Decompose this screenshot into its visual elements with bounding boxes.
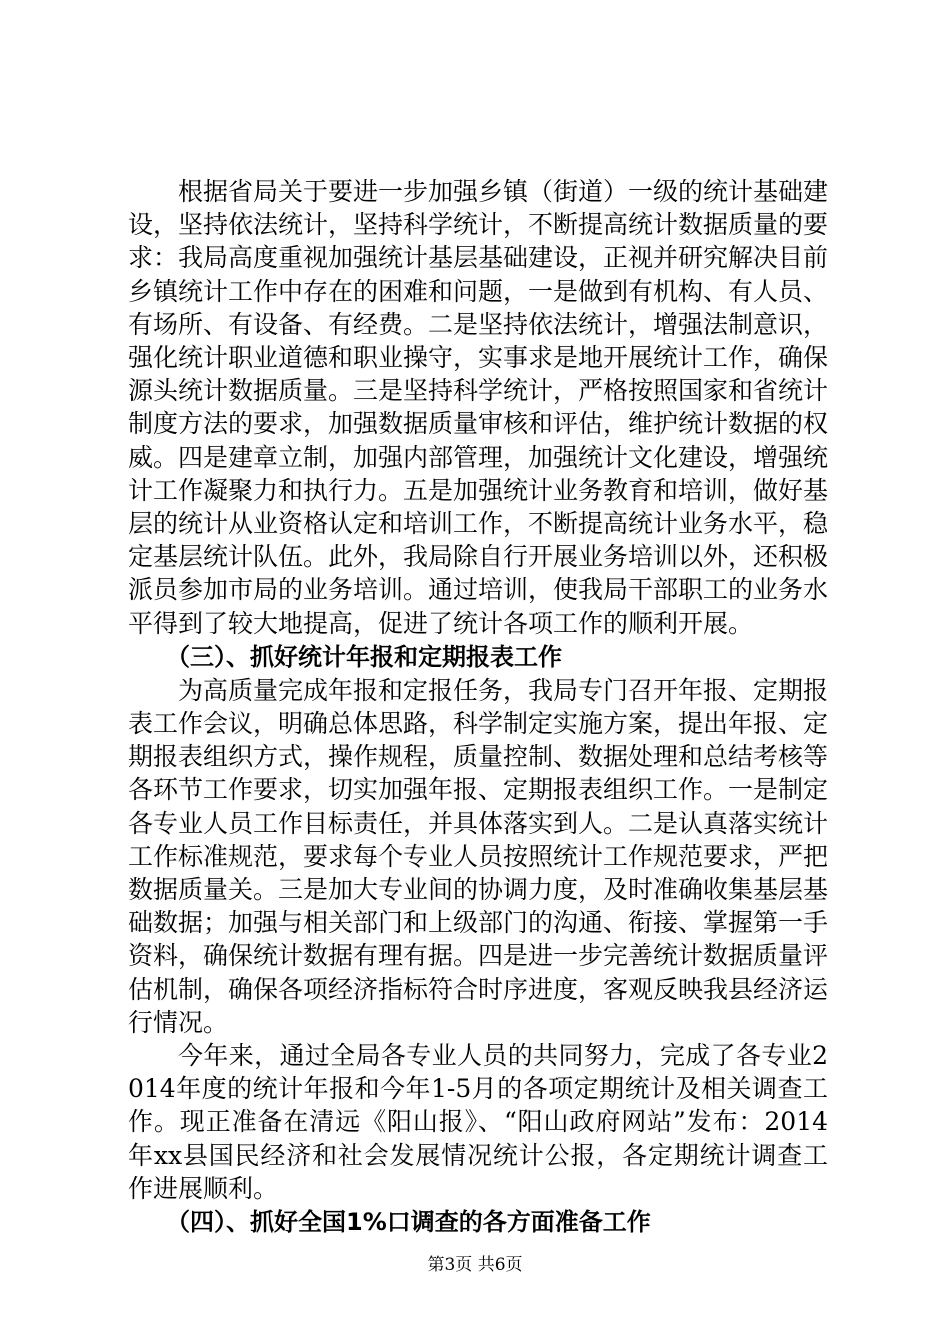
page-footer: 第3页 共6页 bbox=[427, 1255, 523, 1275]
document-body bbox=[128, 175, 828, 1239]
section-heading-3: （三）、抓好统计年报和定期报表工作 bbox=[166, 642, 562, 671]
paragraph-1: 根据省局关于要进一步加强乡镇（街道）一级的统计基础建设，坚持依法统计，坚持科学统计，不断提高统计数据质量的要求：我局高度重视加强统计基层基础建设，正视并研究解决目前乡镇统计工作中存在的困难和问题，一是做到有机构、有人员、有场所、有设备、有经费。二是坚持依法统计，增强法制意识，强化统计职业道德和职业操守，实事求是地开展统计工作，确保源头统计数据质量。三是坚持科学统计，严格按照国家和省统计制度方法的要求，加强数据质量审核和评估，维护统计数据的权威。四是建章立制，加强内部管理，加强统计文化建设，增强统计工作凝聚力和执行力。五是加强统计业务教育和培训，做好基层的统计从业资格认定和培训工作，不断提高统计业务水平，稳定基层统计队伍。此外，我局除自行开展业务培训以外，还积极派员参加市局的业务培训。通过培训，使我局干部职工的业务水平得到了较大地提高，促进了统计各项工作的顺利开展。 bbox=[128, 177, 829, 638]
paragraph-3: 今年来，通过全局各专业人员的共同努力，完成了各专业2014年度的统计年报和今年1-5月的各项定期统计及相关调查工作。现正准备在清远《阳山报》、“阳山政府网站”发布：2014年xx县国民经济和社会发展情况统计公报，各定期统计调查工作进展顺利。 bbox=[128, 1041, 828, 1203]
paragraph-2: 为高质量完成年报和定报任务，我局专门召开年报、定期报表工作会议，明确总体思路，科学制定实施方案，提出年报、定期报表组织方式，操作规程，质量控制、数据处理和总结考核等各环节工作要求，切实加强年报、定期报表组织工作。一是制定各专业人员工作目标责任，并具体落实到人。二是认真落实统计工作标准规范，要求每个专业人员按照统计工作规范要求，严把数据质量关。三是加大专业间的协调力度，及时准确收集基层基础数据；加强与相关部门和上级部门的沟通、衔接、掌握第一手资料，确保统计数据有理有据。四是进一步完善统计数据质量评估机制，确保各项经济指标符合时序进度，客观反映我县经济运行情况。 bbox=[128, 675, 829, 1037]
section-heading-4: （四）、抓好全国1%口调查的各方面准备工作 bbox=[166, 1208, 651, 1237]
